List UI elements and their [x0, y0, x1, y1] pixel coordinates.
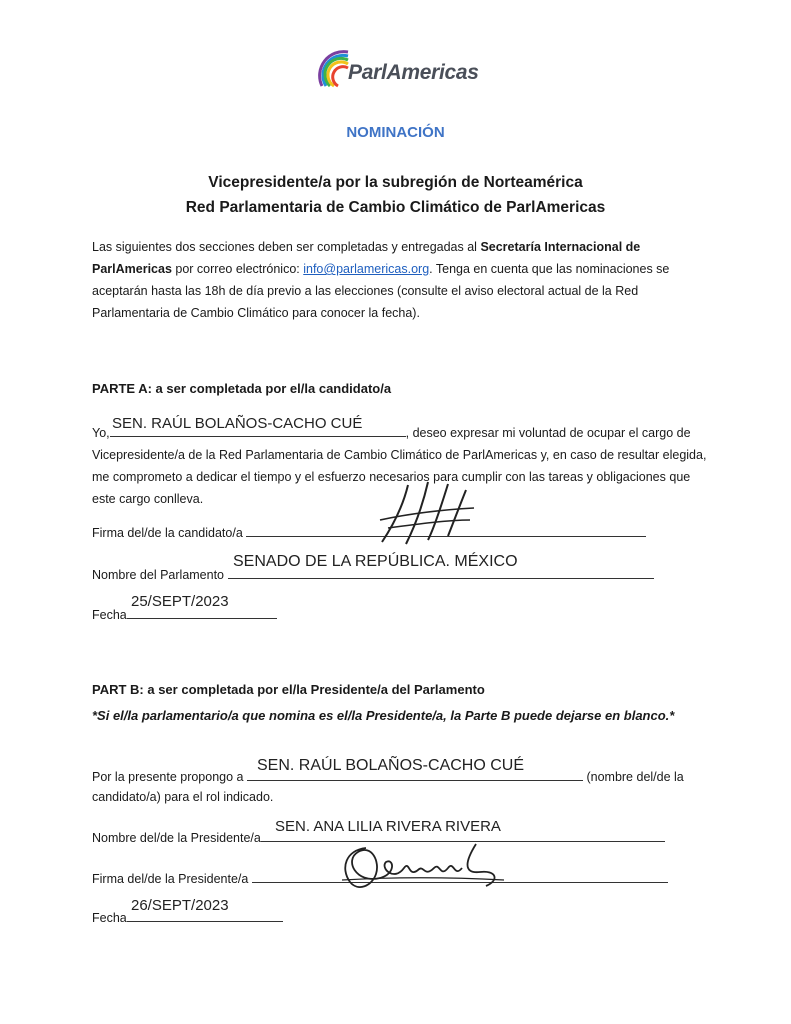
- title-line-2: Red Parlamentaria de Cambio Climático de ParlAmericas: [185, 199, 606, 216]
- candidate-signature-image: [378, 480, 478, 550]
- email-link[interactable]: info@parlamericas.org: [303, 262, 430, 276]
- statement-rest: Vicepresidente/a de la Red Parlamentaria de Cambio Climático de ParlAmericas y, en caso de resultar elegida, me comprometo a dedicar el tiempo y el esfuerzo necesarios para cumplir con las tareas y obligaciones que este cargo conlleva.: [92, 448, 707, 506]
- parliament-label: Nombre del Parlamento: [92, 568, 225, 582]
- candidate-name-value: SEN. RAÚL BOLAÑOS-CACHO CUÉ: [112, 415, 363, 432]
- president-name-value: SEN. ANA LILIA RIVERA RIVERA: [275, 818, 501, 835]
- president-signature-label: Firma del/de la Presidente/a: [92, 872, 249, 886]
- candidate-signature-label: Firma del/de la candidato/a: [92, 526, 243, 540]
- part-b-note: *Si el/la parlamentario/a que nomina es el/la Presidente/a, la Parte B puede dejarse en blanco.*: [92, 708, 675, 723]
- nomination-heading: NOMINACIÓN: [346, 124, 445, 141]
- intro-bold-secretariat: Secretaría Internacional de ParlAmericas: [92, 240, 641, 276]
- logo-text: ParlAmericas: [348, 61, 479, 84]
- president-signature-image: [336, 838, 506, 898]
- part-b-heading: PART B: a ser completada por el/la Presidente/a del Parlamento: [92, 682, 485, 697]
- parlamericas-logo-arcs-icon: [318, 50, 352, 90]
- intro-text-1: Las siguientes dos secciones deben ser completadas y entregadas al: [92, 240, 481, 254]
- part-a-date-label: Fecha: [92, 608, 127, 622]
- intro-text-2: por correo electrónico:: [171, 262, 304, 276]
- parlamericas-logo: [318, 50, 478, 98]
- part-b-date-value: 26/SEPT/2023: [131, 897, 229, 914]
- yo-label: Yo,: [92, 426, 110, 440]
- intro-paragraph: [92, 236, 702, 324]
- part-a-date-value: 25/SEPT/2023: [131, 593, 229, 610]
- statement-line-1: , deseo expresar mi voluntad de ocupar el cargo de: [405, 426, 691, 440]
- title-line-1: Vicepresidente/a por la subregión de Norteamérica: [208, 174, 583, 191]
- part-a-heading: PARTE A: a ser completada por el/la candidato/a: [92, 381, 392, 396]
- propose-suffix: (nombre del/de la: [586, 770, 684, 784]
- propose-line-2: candidato/a) para el rol indicado.: [92, 790, 274, 804]
- parliament-value: SENADO DE LA REPÚBLICA. MÉXICO: [233, 553, 518, 570]
- intro-text-3: . Tenga en cuenta que las nominaciones se aceptarán hasta las 18h de día previo a las elecciones (consulte el aviso electoral actual de la Red Parlamentaria de Cambio Climático para conocer la fecha).: [92, 262, 670, 320]
- president-name-label: Nombre del/de la Presidente/a: [92, 831, 261, 845]
- propose-label: Por la presente propongo a: [92, 770, 244, 784]
- propose-value: SEN. RAÚL BOLAÑOS-CACHO CUÉ: [257, 757, 525, 774]
- part-b-date-label: Fecha: [92, 911, 127, 925]
- candidate-signature-row: [92, 524, 646, 540]
